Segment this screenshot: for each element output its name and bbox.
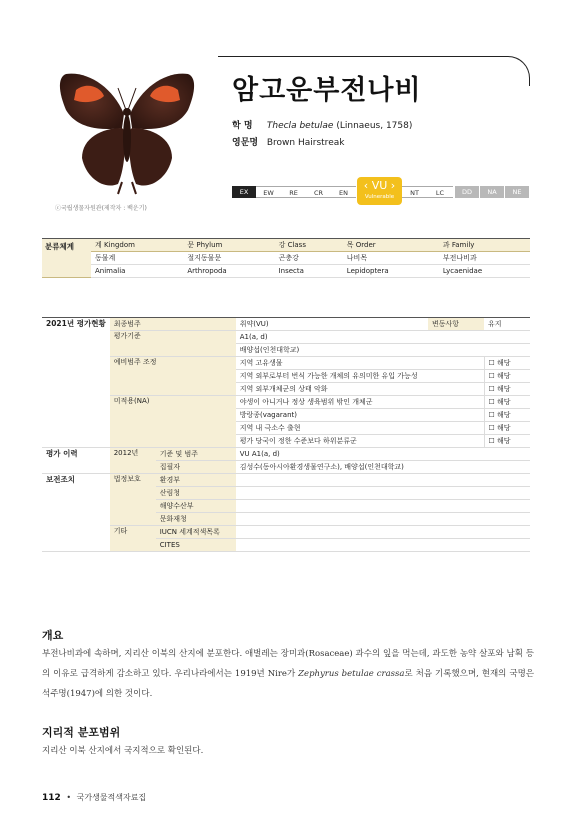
status-en: EN xyxy=(331,186,356,198)
checkbox-item[interactable]: ☐ 해당 xyxy=(484,357,530,370)
kingdom-latin: Animalia xyxy=(91,265,183,278)
status-ne: NE xyxy=(505,186,529,198)
legal-value xyxy=(236,513,530,526)
checkbox-item[interactable]: ☐ 해당 xyxy=(484,396,530,409)
history-year: 2012년 xyxy=(110,448,156,474)
scientific-author: (Linnaeus, 1758) xyxy=(333,121,413,131)
history-criteria-label: 기준 및 범주 xyxy=(156,448,236,461)
header-order: 목 Order xyxy=(343,239,439,252)
checkbox-item[interactable]: ☐ 해당 xyxy=(484,435,530,448)
status-current-label: Vulnerable xyxy=(364,194,395,200)
class-latin: Insecta xyxy=(275,265,343,278)
status-current-badge xyxy=(357,177,402,205)
prelim-item: 지역 외부로부터 번식 가능한 개체의 유의미한 유입 가능성 xyxy=(236,370,484,383)
class-ko: 곤충강 xyxy=(275,252,343,265)
book-title: 국가생물적색자료집 xyxy=(76,793,147,802)
status-ex: EX xyxy=(232,186,256,198)
kingdom-ko: 동물계 xyxy=(91,252,183,265)
na-item: 방랑종(vagarant) xyxy=(236,409,484,422)
status-lc: LC xyxy=(427,186,453,198)
phylum-ko: 절지동물문 xyxy=(183,252,274,265)
legal-value xyxy=(236,487,530,500)
history-writer-label: 집필자 xyxy=(156,461,236,474)
checkbox-item[interactable]: ☐ 해당 xyxy=(484,422,530,435)
change-label: 변동사항 xyxy=(428,318,484,331)
legal-item: 환경부 xyxy=(156,474,236,487)
status-re: RE xyxy=(281,186,306,198)
family-ko: 부전나비과 xyxy=(439,252,530,265)
legal-label: 법정보호 xyxy=(110,474,156,526)
status-na: NA xyxy=(480,186,504,198)
criteria-value: A1(a, d) xyxy=(236,331,530,344)
na-label: 미적용(NA) xyxy=(110,396,236,448)
legal-item: 산림청 xyxy=(156,487,236,500)
eval-section-label: 2021년 평가현황 xyxy=(42,318,110,448)
prelim-label: 예비범주 조정 xyxy=(110,357,236,396)
na-item: 야생이 아니거나 정상 생육범위 밖인 개체군 xyxy=(236,396,484,409)
other-value xyxy=(236,526,530,539)
status-ew: EW xyxy=(256,186,281,198)
legal-item: 문화재청 xyxy=(156,513,236,526)
photo-credit: ⓒ국립생물자원관(제작자 : 백운기) xyxy=(55,205,147,212)
order-latin: Lepidoptera xyxy=(343,265,439,278)
distribution-heading: 지리적 분포범위 xyxy=(42,726,121,739)
overview-paragraph: 부전나비과에 속하며, 지리산 이북의 산지에 분포한다. 애벌레는 장미과(Rosaceae) 과수의 잎을 먹는데, 과도한 농약 살포와 남획 등의 이유로 급격하게 감소하고 있다. 우리나라에서는 1919년 Nire가 Zephyrus betulae crassa로 처음 기록했으며, 현재의 국명은 석주명(1947)에 의한 것이다. xyxy=(42,649,534,699)
legal-item: 해양수산부 xyxy=(156,500,236,513)
butterfly-photo xyxy=(52,66,202,198)
english-name: Brown Hairstreak xyxy=(266,138,345,148)
page-number: 112 xyxy=(42,793,61,803)
evaluator: 배양섭(인천대학교) xyxy=(236,344,530,357)
other-item: CITES xyxy=(156,539,236,552)
page-title: 암고운부전나비 xyxy=(232,75,422,106)
status-cr: CR xyxy=(306,186,331,198)
checkbox-item[interactable]: ☐ 해당 xyxy=(484,409,530,422)
protection-label: 보전조치 xyxy=(42,474,110,552)
distribution-paragraph: 지리산 이북 산지에서 국지적으로 확인된다. xyxy=(42,746,204,756)
evaluation-table xyxy=(42,317,530,552)
page-footer: 112 • 국가생물적색자료집 xyxy=(42,793,147,803)
status-dd: DD xyxy=(455,186,479,198)
history-label: 평가 이력 xyxy=(42,448,110,474)
legal-value xyxy=(236,500,530,513)
criteria-label: 평가기준 xyxy=(110,331,236,357)
na-item: 지역 내 극소수 출현 xyxy=(236,422,484,435)
na-item: 평가 당국이 정한 수준보다 하위분류군 xyxy=(236,435,484,448)
phylum-latin: Arthropoda xyxy=(183,265,274,278)
status-current-code: ‹ VU › xyxy=(363,179,396,192)
history-writer-value: 김성수(동아시아환경생물연구소), 배양섭(인천대학교) xyxy=(236,461,530,474)
classification-table xyxy=(42,238,530,278)
header-phylum: 문 Phylum xyxy=(183,239,274,252)
english-name-label: 영문명 xyxy=(232,138,259,148)
order-ko: 나비목 xyxy=(343,252,439,265)
prelim-item: 지역 고유생물 xyxy=(236,357,484,370)
checkbox-item[interactable]: ☐ 해당 xyxy=(484,370,530,383)
family-latin: Lycaenidae xyxy=(439,265,530,278)
other-item: IUCN 세계적색목록 xyxy=(156,526,236,539)
scientific-name-row xyxy=(232,118,412,131)
header-class: 강 Class xyxy=(275,239,343,252)
final-category-value: 취약(VU) xyxy=(236,318,428,331)
change-value: 유지 xyxy=(484,318,530,331)
overview-heading: 개요 xyxy=(42,629,64,642)
scientific-name: Thecla betulae xyxy=(266,121,334,131)
classification-row-header: 분류체계 xyxy=(42,239,91,278)
synonym-name: Zephyrus betulae crassa xyxy=(298,669,405,679)
legal-value xyxy=(236,474,530,487)
other-value xyxy=(236,539,530,552)
english-name-row xyxy=(232,135,344,148)
final-category-label: 최종범주 xyxy=(110,318,236,331)
other-label: 기타 xyxy=(110,526,156,552)
header-family: 과 Family xyxy=(439,239,530,252)
scientific-name-label: 학 명 xyxy=(232,121,253,131)
header-kingdom: 계 Kingdom xyxy=(91,239,183,252)
prelim-item: 지역 외부개체군의 상태 악화 xyxy=(236,383,484,396)
history-criteria-value: VU A1(a, d) xyxy=(236,448,530,461)
checkbox-item[interactable]: ☐ 해당 xyxy=(484,383,530,396)
status-nt: NT xyxy=(402,186,427,198)
